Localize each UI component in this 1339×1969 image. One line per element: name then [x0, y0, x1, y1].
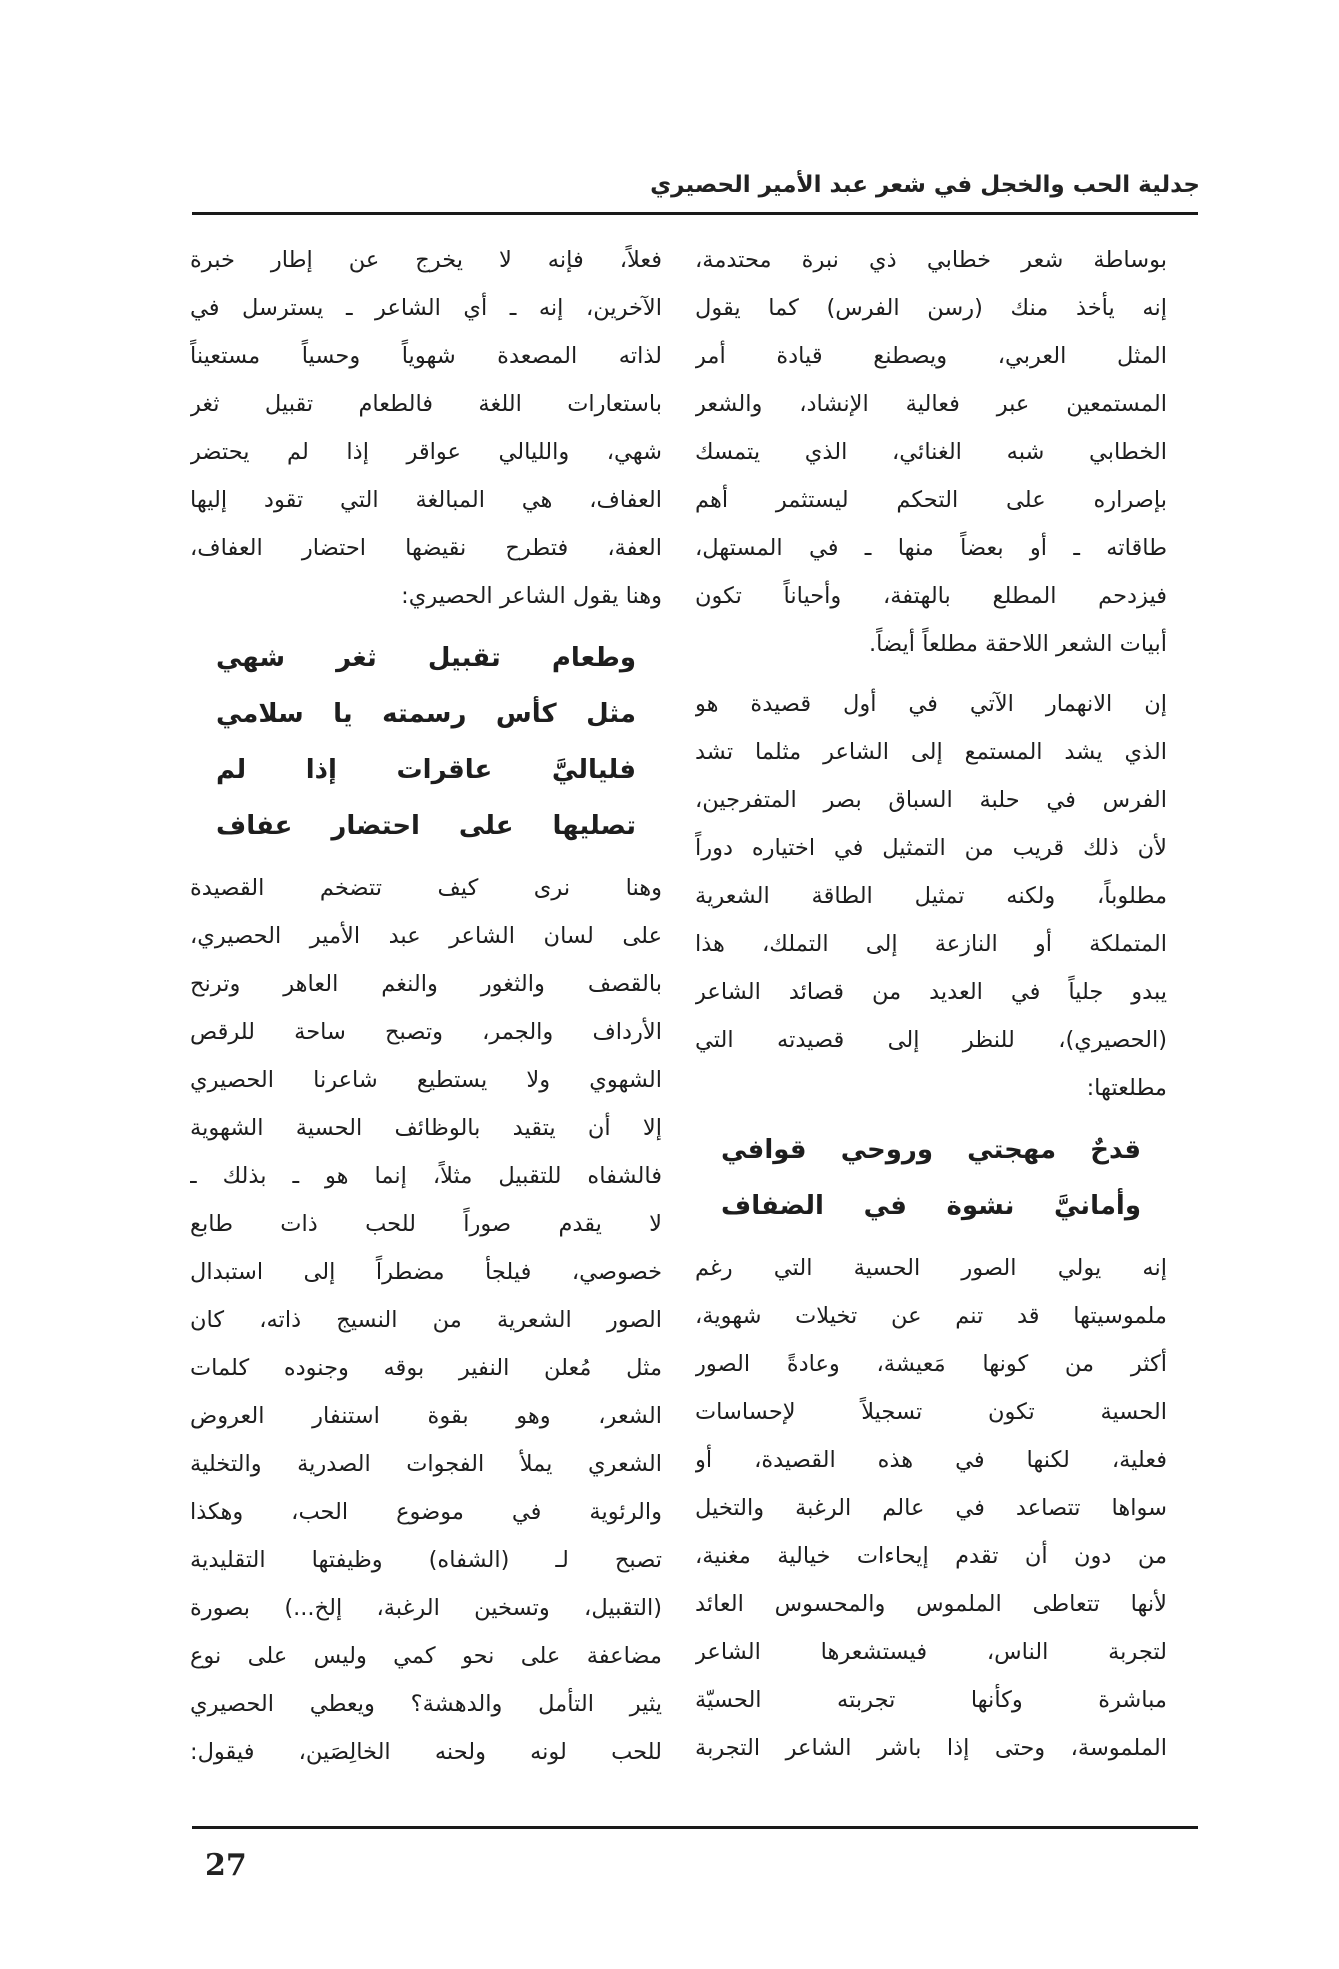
- text-line: إنه يأخذ منك (رسن الفرس) كما يقول: [695, 295, 1167, 321]
- paragraph: [190, 236, 662, 620]
- right-column: [695, 236, 1167, 1772]
- paragraph: [695, 236, 1167, 668]
- text-line: شهي، والليالي عواقر إذا لم يحتضر: [190, 439, 662, 465]
- text-line: إلا أن يتقيد بالوظائف الحسية الشهوية: [190, 1115, 662, 1141]
- text-line: (الحصيري)، للنظر إلى قصيدته التي: [695, 1027, 1167, 1053]
- paragraph: [695, 680, 1167, 1112]
- text-line: والرئوية في موضوع الحب، وهكذا: [190, 1499, 662, 1525]
- text-line: الشهوي ولا يستطيع شاعرنا الحصيري: [190, 1067, 662, 1093]
- verse-line: تصليها على احتضار عفاف: [216, 811, 636, 841]
- verse-line: مثل كأس رسمته يا سلامي: [216, 699, 636, 729]
- text-line: وهنا نرى كيف تتضخم القصيدة: [190, 875, 662, 901]
- text-line: يبدو جلياً في العديد من قصائد الشاعر: [695, 979, 1167, 1005]
- text-line: بإصراره على التحكم ليستثمر أهم: [695, 487, 1167, 513]
- header-rule: [192, 212, 1198, 215]
- text-line: العفة، فتطرح نقيضها احتضار العفاف،: [190, 535, 662, 561]
- text-line: مطلعتها:: [1086, 1075, 1167, 1101]
- text-line: الخطابي شبه الغنائي، الذي يتمسك: [695, 439, 1167, 465]
- verse-line: فلياليَّ عاقرات إذا لم: [216, 755, 636, 785]
- text-line: وهنا يقول الشاعر الحصيري:: [401, 583, 662, 609]
- paragraph: [695, 1244, 1167, 1772]
- paragraph: [190, 864, 662, 1776]
- text-line: أكثر من كونها مَعيشة، وعادةً الصور: [695, 1351, 1167, 1377]
- footer-rule: [192, 1826, 1198, 1829]
- text-line: لتجربة الناس، فيستشعرها الشاعر: [695, 1639, 1167, 1665]
- text-line: يثير التأمل والدهشة؟ ويعطي الحصيري: [190, 1691, 662, 1717]
- text-line: مطلوباً، ولكنه تمثيل الطاقة الشعرية: [695, 883, 1167, 909]
- verse-line: وأمانيَّ نشوة في الضفاف: [721, 1191, 1141, 1221]
- text-line: فعلاً، فإنه لا يخرج عن إطار خبرة: [190, 247, 662, 273]
- text-line: أبيات الشعر اللاحقة مطلعاً أيضاً.: [869, 631, 1167, 657]
- text-line: المتملكة أو النازعة إلى التملك، هذا: [695, 931, 1167, 957]
- text-line: الأرداف والجمر، وتصبح ساحة للرقص: [190, 1019, 662, 1045]
- text-line: الذي يشد المستمع إلى الشاعر مثلما تشد: [695, 739, 1167, 765]
- text-line: فالشفاه للتقبيل مثلاً، إنما هو ـ بذلك ـ: [190, 1163, 662, 1189]
- poem-verse: [190, 630, 662, 854]
- text-line: لذاته المصعدة شهوياً وحسياً مستعيناً: [190, 343, 662, 369]
- text-line: الشعر، وهو بقوة استنفار العروض: [190, 1403, 662, 1429]
- text-line: الشعري يملأ الفجوات الصدرية والتخلية: [190, 1451, 662, 1477]
- text-line: الملموسة، وحتى إذا باشر الشاعر التجربة: [695, 1735, 1167, 1761]
- text-line: تصبح لـ (الشفاه) وظيفتها التقليدية: [190, 1547, 662, 1573]
- page-number: 27: [205, 1848, 247, 1883]
- text-line: بالقصف والثغور والنغم العاهر وترنح: [190, 971, 662, 997]
- text-line: المثل العربي، ويصطنع قيادة أمر: [695, 343, 1167, 369]
- text-line: الآخرين، إنه ـ أي الشاعر ـ يسترسل في: [190, 295, 662, 321]
- text-line: العفاف، هي المبالغة التي تقود إليها: [190, 487, 662, 513]
- text-line: لا يقدم صوراً للحب ذات طابع: [190, 1211, 662, 1237]
- text-line: بوساطة شعر خطابي ذي نبرة محتدمة،: [695, 247, 1167, 273]
- text-line: طاقاته ـ أو بعضاً منها ـ في المستهل،: [695, 535, 1167, 561]
- text-line: مضاعفة على نحو كمي وليس على نوع: [190, 1643, 662, 1669]
- text-line: ملموسيتها قد تنم عن تخيلات شهوية،: [695, 1303, 1167, 1329]
- text-line: خصوصي، فيلجأ مضطراً إلى استبدال: [190, 1259, 662, 1285]
- text-line: إنه يولي الصور الحسية التي رغم: [695, 1255, 1167, 1281]
- text-line: إن الانهمار الآتي في أول قصيدة هو: [695, 691, 1167, 717]
- text-line: الفرس في حلبة السباق بصر المتفرجين،: [695, 787, 1167, 813]
- text-line: الصور الشعرية من النسيج ذاته، كان: [190, 1307, 662, 1333]
- text-line: الحسية تكون تسجيلاً لإحساسات: [695, 1399, 1167, 1425]
- text-line: مثل مُعلن النفير بوقه وجنوده كلمات: [190, 1355, 662, 1381]
- text-line: سواها تتصاعد في عالم الرغبة والتخيل: [695, 1495, 1167, 1521]
- verse-line: وطعام تقبيل ثغر شهي: [216, 643, 636, 673]
- text-line: (التقبيل، وتسخين الرغبة، إلخ...) بصورة: [190, 1595, 662, 1621]
- text-line: لأنها تتعاطى الملموس والمحسوس العائد: [695, 1591, 1167, 1617]
- left-column: [190, 236, 662, 1776]
- text-line: مباشرة وكأنها تجربته الحسيّة: [695, 1687, 1167, 1713]
- text-line: فعلية، لكنها في هذه القصيدة، أو: [695, 1447, 1167, 1473]
- text-line: باستعارات اللغة فالطعام تقبيل ثغر: [190, 391, 662, 417]
- verse-line: قدحٌ مهجتي وروحي قوافي: [721, 1135, 1141, 1165]
- text-line: المستمعين عبر فعالية الإنشاد، والشعر: [695, 391, 1167, 417]
- running-header-title: جدلية الحب والخجل في شعر عبد الأمير الحصيري: [650, 172, 1200, 198]
- text-line: للحب لونه ولحنه الخالِصَين، فيقول:: [190, 1739, 662, 1765]
- text-line: لأن ذلك قريب من التمثيل في اختياره دوراً: [695, 835, 1167, 861]
- text-line: على لسان الشاعر عبد الأمير الحصيري،: [190, 923, 662, 949]
- text-line: من دون أن تقدم إيحاءات خيالية مغنية،: [695, 1543, 1167, 1569]
- poem-verse: [695, 1122, 1167, 1234]
- text-line: فيزدحم المطلع بالهتفة، وأحياناً تكون: [695, 583, 1167, 609]
